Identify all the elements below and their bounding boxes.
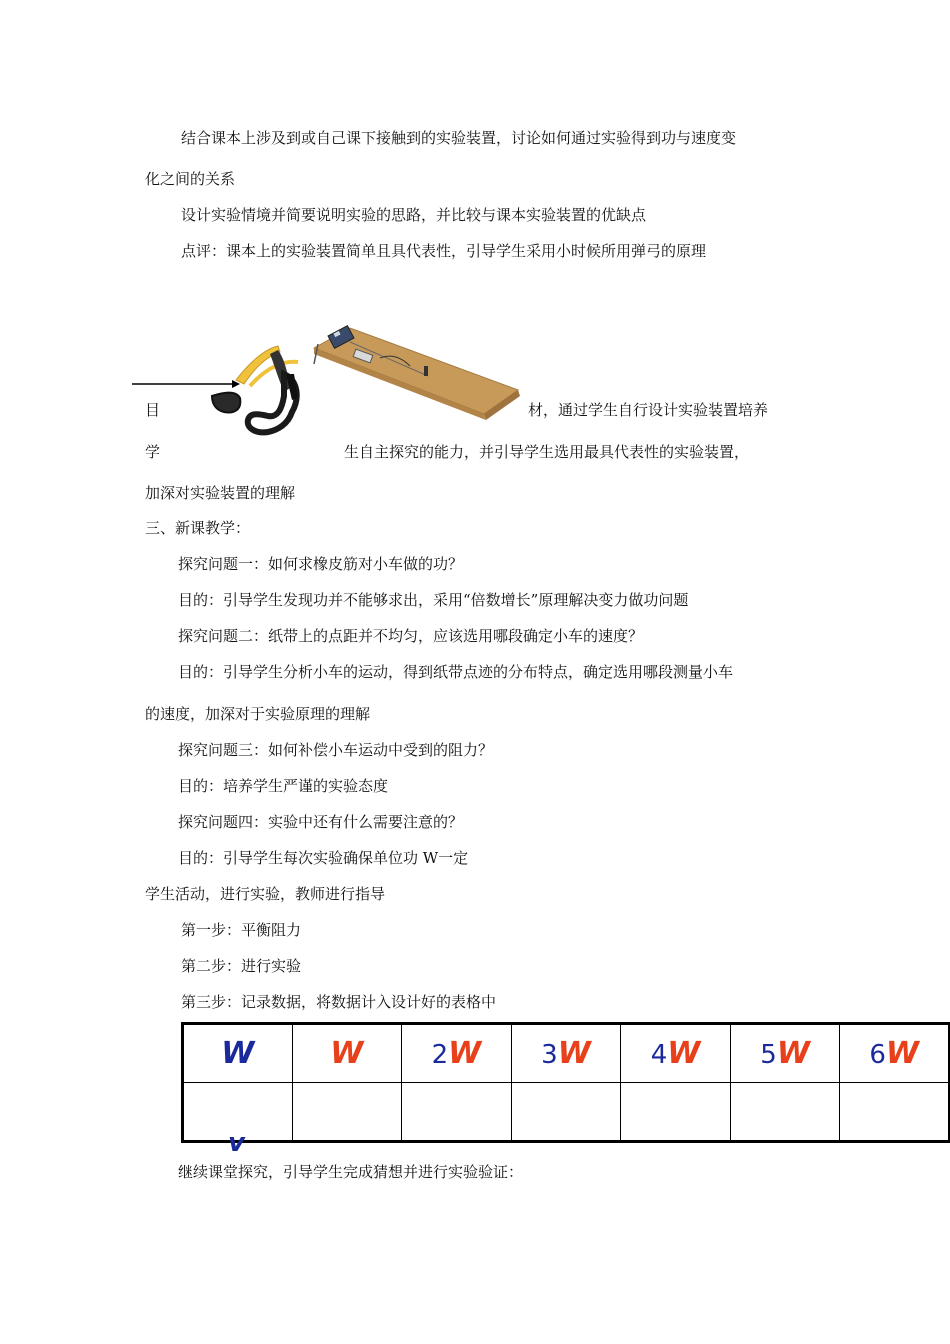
goal-line: 目的：引导学生分析小车的运动，得到纸带点迹的分布特点，确定选用哪段测量小车 [178, 663, 734, 681]
paragraph-line: 学 [145, 443, 161, 461]
paragraph-line: 生自主探究的能力，并引导学生选用最具代表性的实验装置， [344, 443, 750, 461]
section-heading: 三、新课教学： [145, 519, 251, 537]
goal-line: 的速度，加深对于实验原理的理解 [145, 705, 371, 723]
paragraph-line: 加深对实验装置的理解 [145, 484, 296, 502]
step-line: 第一步：平衡阻力 [181, 921, 302, 939]
table-cell: 2W [402, 1024, 512, 1083]
table-cell: W [292, 1024, 402, 1083]
table-cell [511, 1083, 621, 1142]
goal-line: 目的：引导学生发现功并不能够求出，采用“倍数增长”原理解决变力做功问题 [178, 591, 689, 609]
table-cell [730, 1083, 840, 1142]
table-cell: 3W [511, 1024, 621, 1083]
step-line: 第三步：记录数据，将数据计入设计好的表格中 [181, 993, 497, 1011]
slingshot-pouch [212, 393, 240, 413]
paragraph-line: 材，通过学生自行设计实验装置培养 [528, 401, 769, 419]
table-row [183, 1024, 950, 1083]
goal-line: 目的：培养学生严谨的实验态度 [178, 777, 389, 795]
goal-line: 目的：引导学生每次实验确保单位功 W一定 [178, 849, 469, 867]
table-cell [292, 1083, 402, 1142]
paragraph-line: 点评：课本上的实验装置简单且具代表性，引导学生采用小时候所用弹弓的原理 [181, 242, 707, 260]
table-row [183, 1083, 950, 1142]
table-cell: 6W [840, 1024, 950, 1083]
table-cell [621, 1083, 731, 1142]
paragraph-line: 结合课本上涉及到或自己课下接触到的实验装置，讨论如何通过实验得到功与速度变 [181, 129, 737, 147]
slingshot-and-board-illustration [128, 318, 528, 448]
paragraph-line: 设计实验情境并简要说明实验的思路，并比较与课本实验装置的优缺点 [181, 206, 647, 224]
table-cell: 4W [621, 1024, 731, 1083]
paragraph-line: 目 [145, 401, 161, 419]
closing-line: 继续课堂探究，引导学生完成猜想并进行实验验证： [178, 1163, 524, 1181]
experiment-figure [128, 318, 528, 448]
question-line: 探究问题四：实验中还有什么需要注意的？ [178, 813, 464, 831]
step-line: 第二步：进行实验 [181, 957, 302, 975]
table-cell [402, 1083, 512, 1142]
activity-line: 学生活动，进行实验，教师进行指导 [145, 885, 386, 903]
paragraph-line: 化之间的关系 [145, 170, 236, 188]
question-line: 探究问题三：如何补偿小车运动中受到的阻力？ [178, 741, 494, 759]
table-cell: W [183, 1024, 293, 1083]
table-cell: 5W [730, 1024, 840, 1083]
table-cell [840, 1083, 950, 1142]
question-line: 探究问题一：如何求橡皮筋对小车做的功？ [178, 555, 464, 573]
velocity-label: v [228, 1128, 245, 1158]
question-line: 探究问题二：纸带上的点距并不均匀，应该选用哪段确定小车的速度？ [178, 627, 644, 645]
data-table [181, 1022, 950, 1143]
